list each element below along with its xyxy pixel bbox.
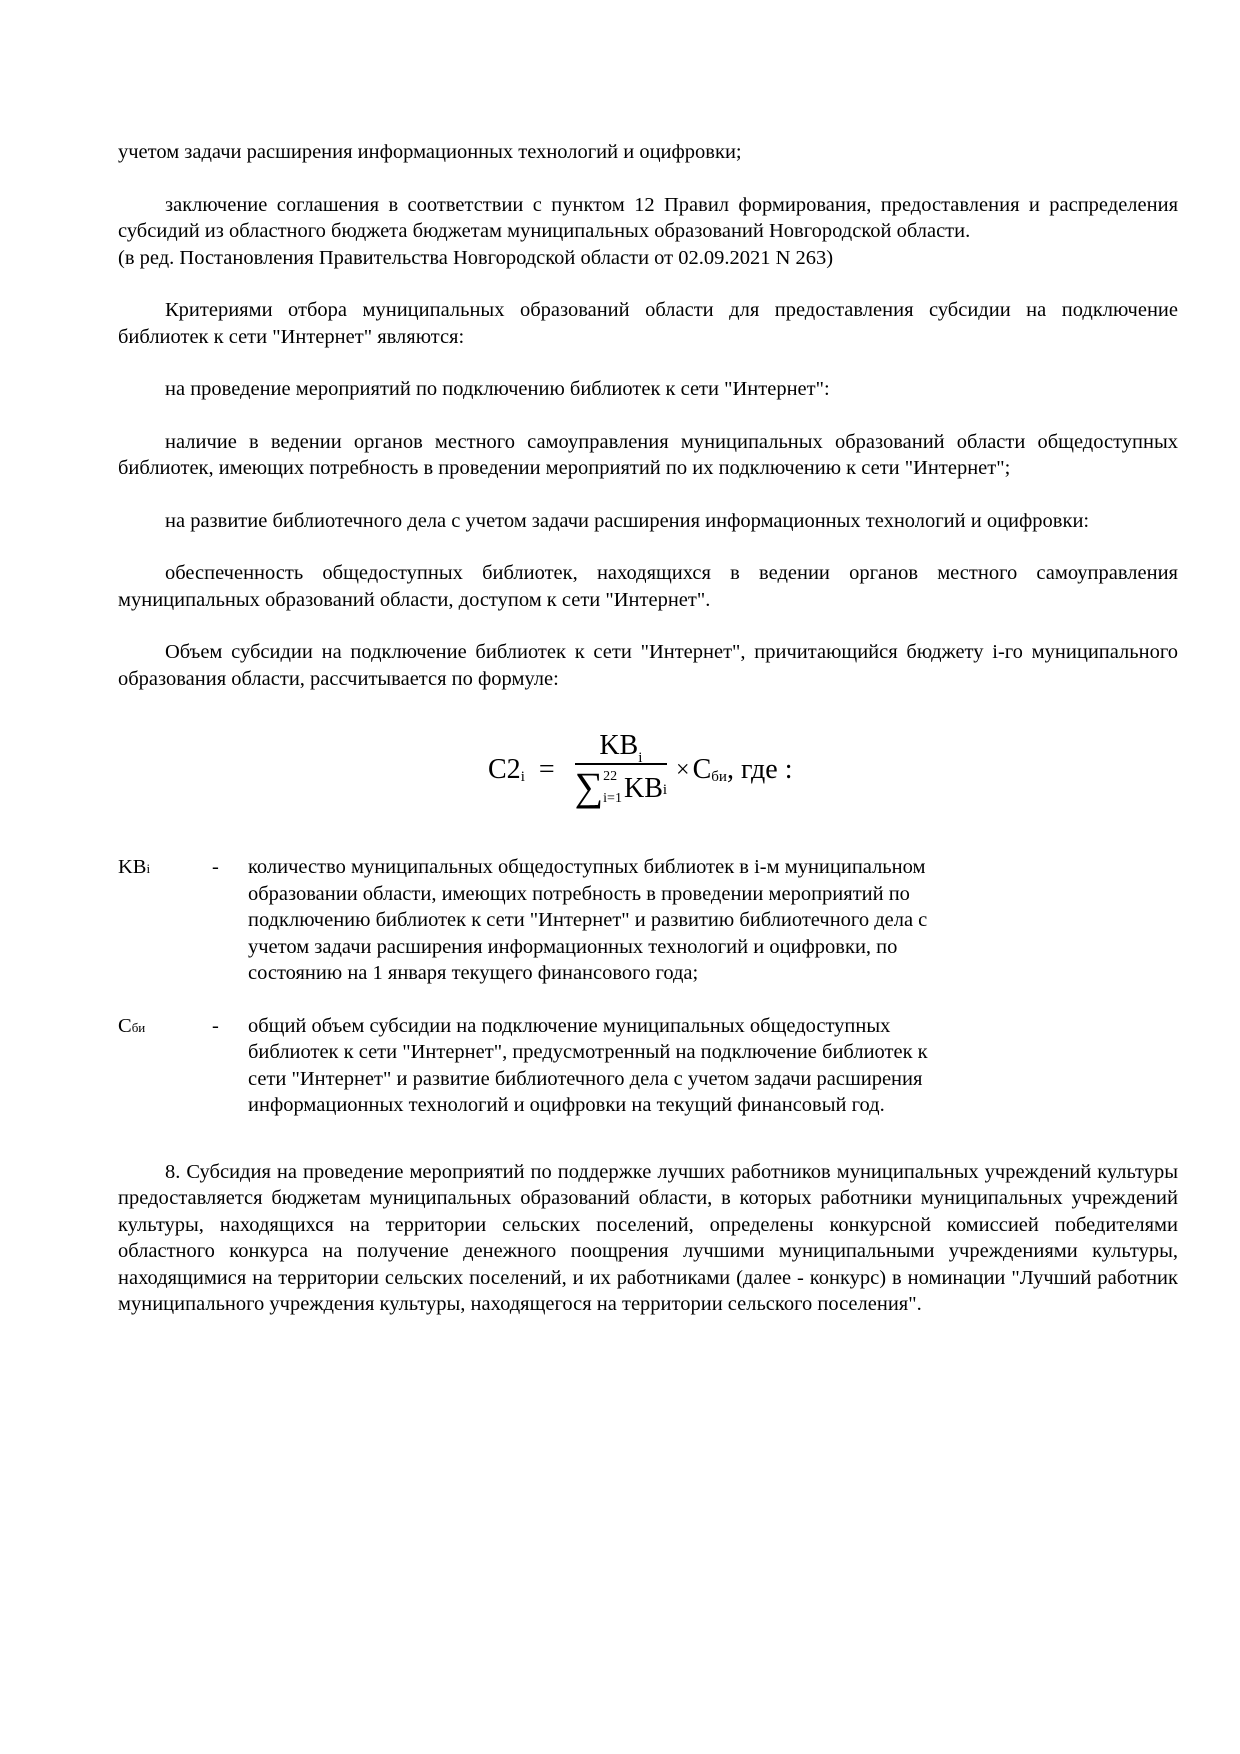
formula-lhs: C2 <box>488 753 521 785</box>
numerator-subscript: i <box>638 750 643 766</box>
multiply-icon: × <box>676 756 690 783</box>
numerator-term: KB <box>599 730 639 761</box>
paragraph-continuation: учетом задачи расширения информационных технологий и оцифровки; <box>118 141 742 163</box>
formula-factor-subscript: би <box>711 769 727 785</box>
paragraph-criteria-development: на развитие библиотечного дела с учетом задачи расширения информационных технологий и оцифровки: <box>165 509 1090 532</box>
formula-equals: = <box>538 753 555 785</box>
amendment-note: (в ред. Постановления Правительства Новгородской области от 02.09.2021 N 263) <box>118 246 834 269</box>
term-symbol: C <box>118 1014 132 1037</box>
sum-lower-limit: i=1 <box>603 791 622 806</box>
term-subscript: i <box>146 861 151 876</box>
definition-term <box>118 1013 212 1119</box>
formula-denominator <box>575 765 667 807</box>
paragraph-criteria-provision: обеспеченность общедоступных библиотек, находящихся в ведении органов местного самоуправления муниципальных образований области, доступом к сети "Интернет". <box>118 562 1178 611</box>
formula-factor: C <box>692 753 712 785</box>
term-symbol: KB <box>118 856 147 878</box>
sum-icon: ∑ <box>574 764 604 809</box>
formula-fraction <box>575 732 667 807</box>
paragraph-formula-intro: Объем субсидии на подключение библиотек к сети "Интернет", причитающийся бюджету i-го муниципального образования области, рассчитывается по формуле: <box>118 641 1178 690</box>
term-subscript: би <box>131 1019 146 1035</box>
denominator-subscript: i <box>662 782 668 798</box>
definition-cbi <box>118 1013 1178 1119</box>
definition-text: количество муниципальных общедоступных библиотек в i-м муниципальном образовании области, имеющих потребность в проведении мероприятий по подключению библиотек к сети "Интернет" и развитию библиотечного дела с учетом задачи расширения информационных технологий и оцифровки, по состоянию на 1 января текущего финансового года; <box>248 856 928 984</box>
paragraph-criteria-connection: на проведение мероприятий по подключению библиотек к сети "Интернет": <box>165 378 830 400</box>
denominator-term: KB <box>623 773 663 804</box>
sum-limits <box>603 769 622 807</box>
formula-suffix: , где : <box>726 753 793 785</box>
definition-dash: - <box>212 1014 219 1037</box>
definition-dash: - <box>212 856 219 878</box>
definitions-list <box>118 854 1178 1119</box>
document-page <box>118 139 1178 1318</box>
subsidy-formula <box>118 720 1178 840</box>
definition-term <box>118 854 212 987</box>
definition-text: общий объем субсидии на подключение муниципальных общедоступных библиотек к сети "Интернет", предусмотренный на подключение библиотек к сети "Интернет" и развитие библиотечного дела с учетом задачи расширения информационных технологий и оцифровки на текущий финансовый год. <box>248 1014 928 1116</box>
paragraph-criteria-intro: Критериями отбора муниципальных образований области для предоставления субсидии на подключение библиотек к сети "Интернет" являются: <box>118 299 1178 348</box>
paragraph-criteria-availability: наличие в ведении органов местного самоуправления муниципальных образований области общедоступных библиотек, имеющих потребность в проведении мероприятий по их подключению к сети "Интернет"; <box>118 430 1178 479</box>
definition-kb <box>118 854 1178 987</box>
formula-numerator <box>589 730 652 766</box>
formula-lhs-subscript: i <box>520 769 525 785</box>
sum-upper-limit: 22 <box>603 769 618 784</box>
paragraph-agreement: заключение соглашения в соответствии с пунктом 12 Правил формирования, предоставления и распределения субсидий из областного бюджета бюджетам муниципальных образований Новгородской области. <box>118 193 1178 242</box>
paragraph-section-8: 8. Субсидия на проведение мероприятий по поддержке лучших работников муниципальных учреждений культуры предоставляется бюджетам муниципальных образований области, в которых работники муниципальных учреждений культуры, находящихся на территории сельских поселений, определены конкурсной комиссией победителями областного конкурса на получение денежного поощрения лучшими муниципальными учреждениями культуры, находящимися на территории сельских поселений, и их работниками (далее - конкурс) в номинации "Лучший работник муниципального учреждения культуры, находящегося на территории сельского поселения". <box>118 1160 1178 1315</box>
